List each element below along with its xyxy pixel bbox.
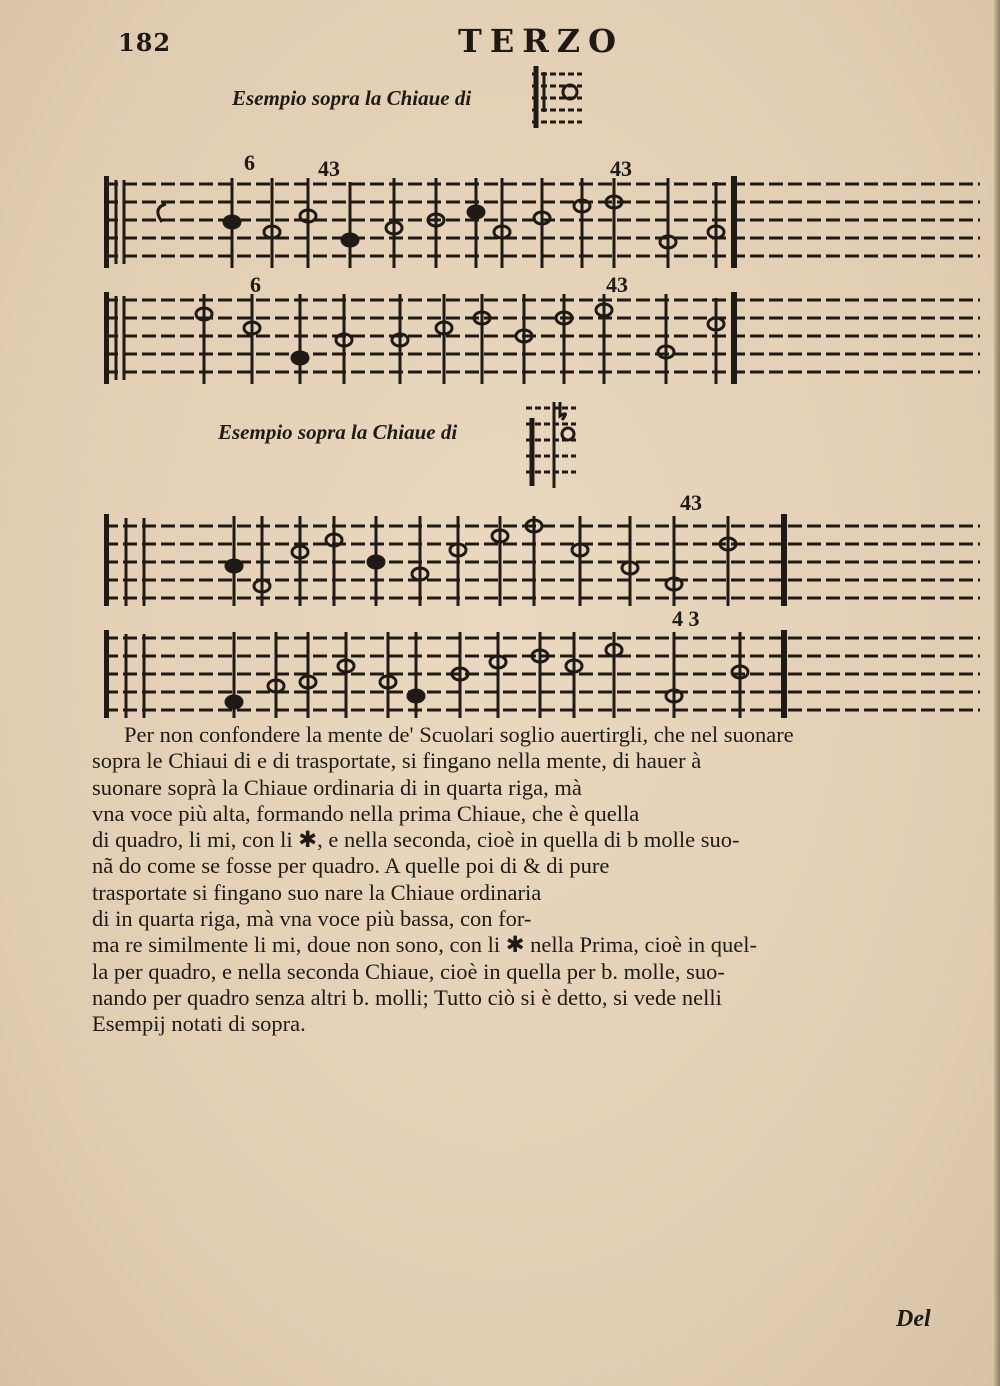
figured-bass-4-3: 4 3 [672, 606, 700, 631]
clef-icon-example-2 [520, 398, 582, 490]
text-line: di in quarta riga, mà vna voce più bassa, con for- [92, 906, 532, 932]
text-line: la per quadro, e nella seconda Chiaue, cioè in quella per b. molle, suo- [92, 958, 725, 984]
music-staff-1-lower [104, 288, 980, 388]
example-2-caption: Esempio sopra la Chiaue di [218, 420, 458, 444]
catchword: Del [896, 1306, 931, 1332]
figured-bass-6: 6 [250, 272, 261, 297]
text-line: nã do come se fosse per quadro. A quelle poi di & di pure [92, 853, 610, 879]
figured-bass-6: 6 [244, 150, 255, 175]
text-line: suonare soprà la Chiaue ordinaria di in quarta riga, mà [92, 774, 582, 800]
figured-bass-43: 43 [680, 490, 702, 515]
figured-bass-43: 43 [606, 272, 628, 297]
text-line: di quadro, li mi, con li ✱, e nella seconda, cioè in quella di b molle suo- [92, 827, 740, 853]
text-line: ma re similmente li mi, doue non sono, con li ✱ nella Prima, cioè in quel- [92, 932, 757, 958]
running-head: TERZO [458, 22, 625, 60]
clef-icon-example-1 [526, 62, 588, 132]
music-staff-1-upper [104, 172, 980, 272]
figured-bass-43: 43 [610, 156, 632, 181]
example-1-caption: Esempio sopra la Chiaue di [232, 86, 472, 110]
text-line: vna voce più alta, formando nella prima Chiaue, che è quella [92, 800, 640, 826]
page-number: 182 [118, 28, 172, 57]
figured-bass-43: 43 [318, 156, 340, 181]
text-line: Esempij notati di sopra. [92, 1011, 306, 1037]
music-staff-2-upper [104, 510, 980, 610]
page-edge-shadow [994, 0, 1000, 1386]
music-staff-2-lower [104, 626, 980, 722]
body-paragraph [92, 722, 972, 1038]
text-line: sopra le Chiaui di e di trasportate, si fingano nella mente, di hauer à [92, 748, 702, 774]
text-line: Per non confondere la mente de' Scuolari soglio auertirgli, che nel suonare [124, 722, 794, 747]
text-line: trasportate si fingano suo nare la Chiaue ordinaria [92, 879, 542, 905]
text-line: nando per quadro senza altri b. molli; Tutto ciò si è detto, si vede nelli [92, 984, 722, 1010]
